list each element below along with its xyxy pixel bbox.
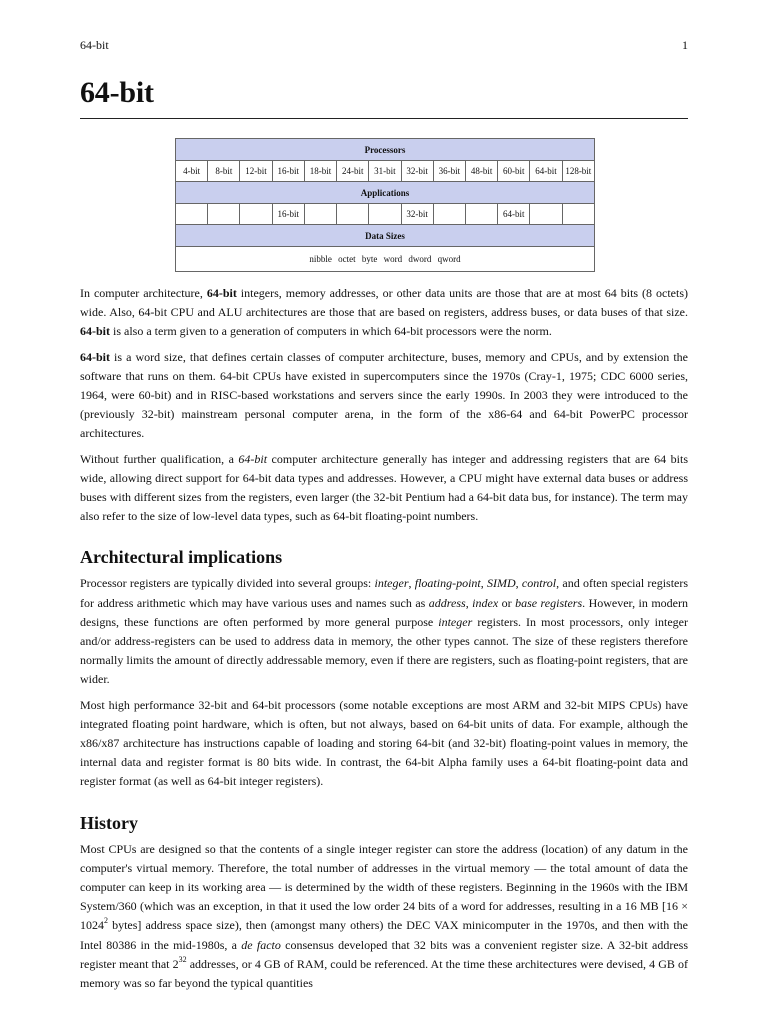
- section-heading-architectural-implications: Architectural implications: [80, 547, 283, 568]
- application-cell: 32-bit: [401, 204, 433, 225]
- processor-bit-cell: 24-bit: [337, 161, 369, 182]
- title-divider: [80, 118, 688, 119]
- data-sizes-band: Data Sizes: [176, 225, 595, 247]
- intro-paragraph-1: [80, 284, 688, 342]
- processor-bits-row: [176, 161, 595, 182]
- processor-bit-cell: 64-bit: [530, 161, 562, 182]
- applications-band: Applications: [176, 182, 595, 204]
- processor-bit-cell: 36-bit: [433, 161, 465, 182]
- application-cell: [433, 204, 465, 225]
- text-run: Most CPUs are designed so that the contents of a single integer register can store the address (location) of any datum in the computer's virtual memory. Therefore, the total number of addresses in the virtual memory — the total amount of data the computer can keep in its working area — is determined by the width of these registers. Beginning in the 1960s with the IBM System/360 (which was an exception, in that it used the low order 24 bits of a word for addresses, resulting in a 16 MB [16 × 1024: [80, 841, 688, 933]
- processor-bit-cell: 8-bit: [208, 161, 240, 182]
- running-header: [80, 38, 688, 53]
- italic-term: integer: [374, 576, 409, 591]
- bold-term: 64-bit: [80, 349, 110, 364]
- text-run: registers. In most processors, only integer and/or address-registers can be used to address data in memory, the other types cannot. The size of these registers therefore normally limits the amount of directly addressable memory, even if there are registers, such as floating-point registers, that are wider.: [80, 614, 688, 687]
- data-sizes-list: nibble octet byte word dword qword: [176, 247, 595, 272]
- text-run: is also a term given to a generation of computers in which 64-bit processors were the norm.: [110, 324, 552, 339]
- article-body: [80, 284, 688, 999]
- text-run: computer architecture generally has integer and addressing registers that are 64 bits wide, allowing direct support for 64-bit data types and addresses. However, a CPU might have external data buses or address buses with different sizes from the registers, even larger (the 32-bit Pentium had a 64-bit data bus, for instance). The term may also refer to the size of low-level data types, such as 64-bit floating-point numbers.: [80, 451, 688, 524]
- application-cell: [369, 204, 401, 225]
- text-run: addresses, or 4 GB of RAM, could be referenced. At the time these architectures were devised, 4 GB of memory was so far beyond the typical quantities: [80, 956, 689, 991]
- italic-term: integer: [438, 614, 473, 629]
- text-run: In computer architecture,: [80, 286, 207, 300]
- text-run: consensus developed that 32 bits was a convenient register size. A 32-bit address register meant that 2: [80, 937, 688, 971]
- applications-row: [176, 204, 595, 225]
- italic-term: address: [428, 595, 466, 610]
- text-run: ,: [480, 576, 487, 591]
- processor-bit-cell: 12-bit: [240, 161, 272, 182]
- application-cell: [240, 204, 272, 225]
- processors-band: Processors: [176, 139, 595, 161]
- history-paragraph-1: [80, 840, 688, 994]
- application-cell: [304, 204, 336, 225]
- processor-bit-cell: 128-bit: [562, 161, 594, 182]
- italic-term: de facto: [241, 937, 281, 952]
- text-run: ,: [408, 576, 415, 591]
- arch-paragraph-1: [80, 574, 688, 689]
- application-cell: [562, 204, 594, 225]
- header-title: 64-bit: [80, 38, 109, 52]
- processor-bit-cell: 16-bit: [272, 161, 304, 182]
- application-cell: [208, 204, 240, 225]
- text-run: Processor registers are typically divided into several groups:: [80, 576, 375, 591]
- intro-paragraph-3: [80, 450, 688, 527]
- text-run: or: [498, 595, 516, 610]
- section-heading-history: History: [80, 812, 138, 833]
- processor-bit-cell: 4-bit: [176, 161, 208, 182]
- text-run: ,: [515, 576, 522, 591]
- italic-term: index: [472, 595, 499, 610]
- italic-term: 64-bit: [238, 451, 268, 466]
- arch-paragraph-2: Most high performance 32-bit and 64-bit processors (some notable exceptions are most ARM and 32-bit MIPS CPUs) have integrated floating point hardware, which is often, but not always, based on 64-bit units of data. For example, although the x86/x87 architecture has instructions capable of loading and storing 64-bit (and 32-bit) floating-point values in memory, the internal data and register format is 80 bits wide. In contrast, the 64-bit Alpha family uses a 64-bit floating-point data and register format (as well as 64-bit integer registers).: [80, 697, 688, 789]
- application-cell: [176, 204, 208, 225]
- bold-term: 64-bit: [80, 324, 110, 339]
- application-cell: [337, 204, 369, 225]
- text-run: , and often special registers for address arithmetic which may have various uses and names such as: [80, 576, 689, 610]
- bit-width-infobox: [175, 138, 595, 272]
- superscript: 2: [104, 916, 108, 926]
- processor-bit-cell: 31-bit: [369, 161, 401, 182]
- processor-bit-cell: 48-bit: [465, 161, 497, 182]
- italic-term: base registers: [515, 595, 583, 610]
- text-run: . However, in modern designs, these functions are often performed by more general purpose: [80, 595, 688, 629]
- application-cell: 64-bit: [498, 204, 530, 225]
- superscript: 32: [178, 954, 187, 964]
- text-run: ,: [465, 595, 473, 610]
- italic-term: SIMD: [487, 576, 516, 591]
- application-cell: [530, 204, 562, 225]
- text-run: bytes] address space size), then (amongst many others) the DEC VAX minicomputer in the 1970s, and then with the Intel 80386 in the mid-1980s, a: [80, 918, 688, 952]
- processor-bit-cell: 32-bit: [401, 161, 433, 182]
- intro-paragraph-2: [80, 348, 688, 444]
- text-run: integers, memory addresses, or other data units are those that are at most 64 bits (8 octets) wide. Also, 64-bit CPU and ALU architectures are those that are based on registers, address buses, or data buses of that size.: [80, 286, 689, 320]
- processor-bit-cell: 18-bit: [304, 161, 336, 182]
- article-title: 64-bit: [80, 76, 154, 109]
- text-run: Without further qualification, a: [80, 451, 239, 466]
- page-number: 1: [682, 38, 688, 52]
- application-cell: [465, 204, 497, 225]
- text-run: is a word size, that defines certain classes of computer architecture, buses, memory and CPUs, and by extension the software that runs on them. 64-bit CPUs have existed in supercomputers since the 1970s (Cray-1, 1975; CDC 6000 series, 1964, were 60-bit) and in RISC-based workstations and servers since the early 1990s. In 2003 they were introduced to the (previously 32-bit) mainstream personal computer arena, in the form of the x86-64 and 64-bit PowerPC processor architectures.: [80, 349, 688, 441]
- bold-term: 64-bit: [206, 286, 237, 300]
- italic-term: control: [521, 576, 557, 591]
- processor-bit-cell: 60-bit: [498, 161, 530, 182]
- application-cell: 16-bit: [272, 204, 304, 225]
- italic-term: floating-point: [414, 576, 481, 591]
